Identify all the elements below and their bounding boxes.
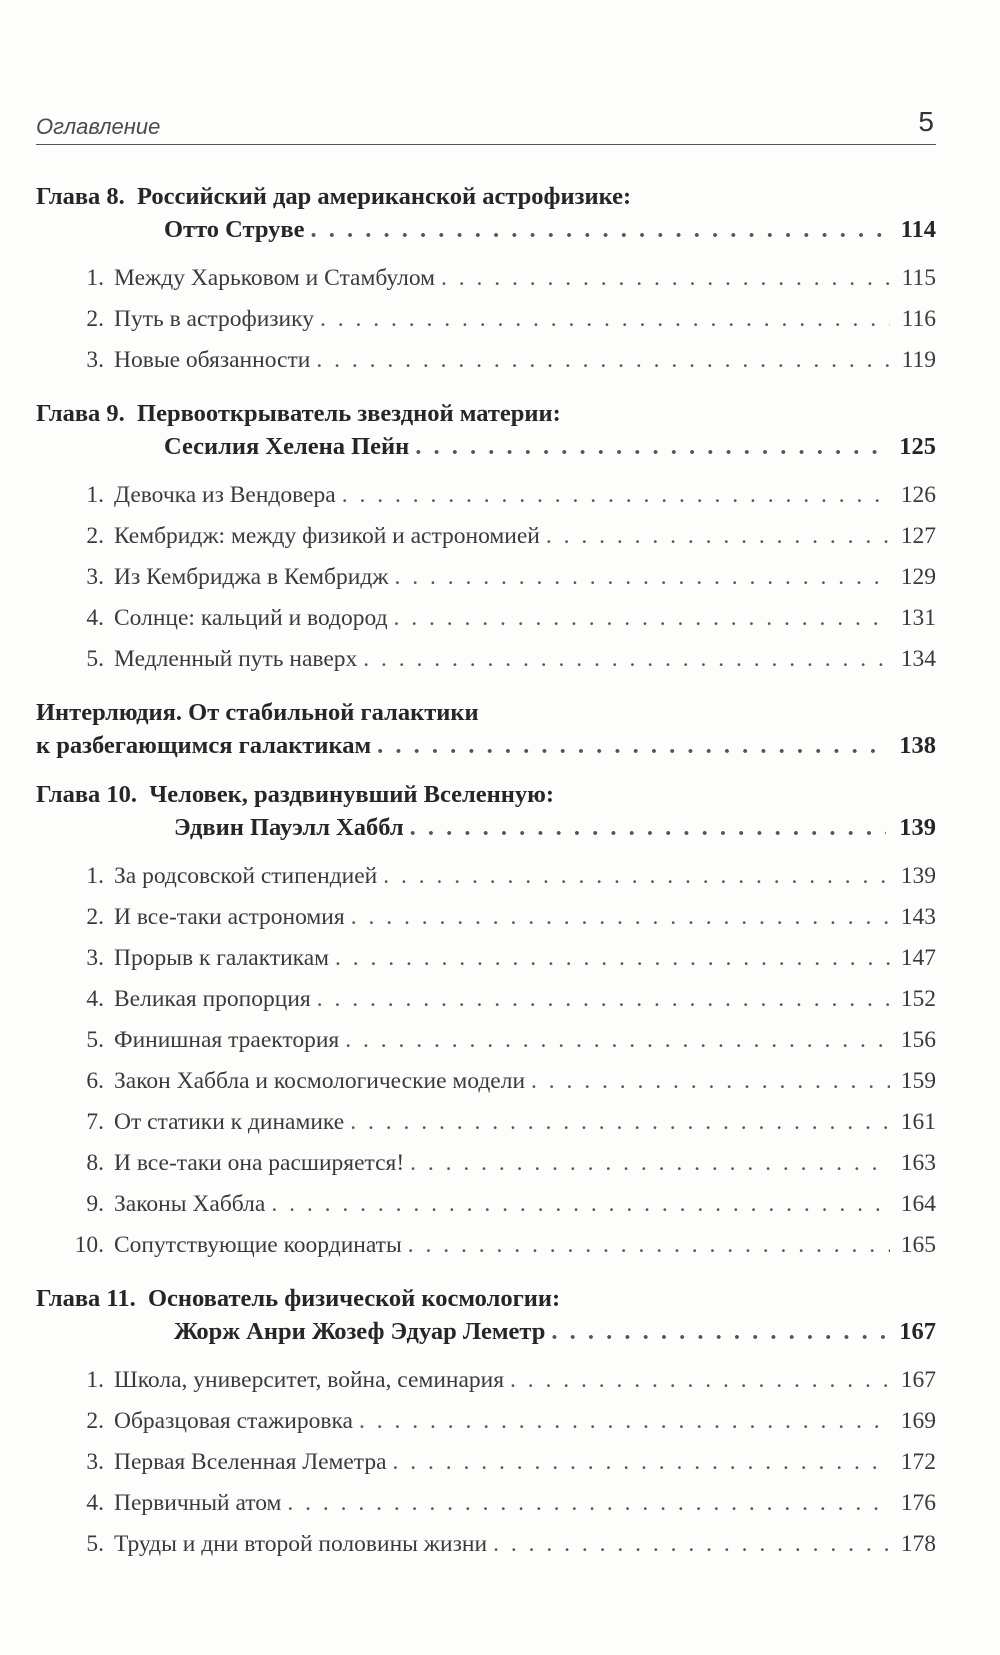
section-title: Школа, университет, война, семинария [114,1367,505,1393]
section-number: 4. [86,605,104,631]
section-entry [36,299,936,340]
dot-leader [317,979,890,1020]
dot-leader [493,1524,890,1565]
section-title: Медленный путь наверх [114,646,358,672]
section-number: 4. [86,1490,104,1516]
section-number: 3. [86,1449,104,1475]
chapter-page-number: 139 [899,814,936,841]
section-number: 10. [74,1232,104,1258]
dot-leader [441,258,890,299]
chapter-title-line [36,180,936,213]
section-page-number: 147 [900,945,936,971]
chapter-heading [36,180,936,246]
section-title: Девочка из Вендовера [114,482,336,508]
section-entry [36,1102,936,1143]
dot-leader [271,1184,890,1225]
section-page-number: 159 [900,1068,936,1094]
dot-leader [408,1225,890,1266]
chapter-subtitle: Жорж Анри Жозеф Эдуар Леметр [174,1318,546,1345]
dot-leader [335,938,890,979]
running-title: Оглавление [36,114,161,139]
section-title: Первая Вселенная Леметра [114,1449,387,1475]
section-number: 7. [86,1109,104,1135]
dot-leader [287,1483,890,1524]
dot-leader [316,340,890,381]
section-entry [36,1225,936,1266]
section-number: 1. [86,1367,104,1393]
chapter-subtitle-line [36,1315,936,1348]
section-entry [36,1061,936,1102]
section-number: 3. [86,945,104,971]
table-of-contents [36,160,936,1573]
section-title: Солнце: кальций и водород [114,605,388,631]
section-entry [36,1020,936,1061]
section-page-number: 163 [900,1150,936,1176]
section-page-number: 167 [900,1367,936,1393]
section-entry [36,1524,936,1565]
chapter-page-number: 125 [899,433,936,460]
section-title: Сопутствующие координаты [114,1232,402,1258]
chapter-title-line [36,397,936,430]
section-page-number: 134 [900,646,936,672]
section-entry [36,1483,936,1524]
section-number: 1. [86,863,104,889]
section-number: 4. [86,986,104,1012]
chapter-title-line [36,778,936,811]
section-title: Первичный атом [114,1490,282,1516]
section-number: 9. [86,1191,104,1217]
chapter-page-number: 138 [899,732,936,759]
section-number: 5. [86,1027,104,1053]
dot-leader [531,1061,890,1102]
chapter-subtitle-line [36,213,936,246]
section-entry [36,856,936,897]
dot-leader [410,1143,890,1184]
section-page-number: 156 [900,1027,936,1053]
section-title: Путь в астрофизику [114,306,314,332]
chapter-heading [36,1282,936,1348]
chapter-title: Глава 8. Российский дар американской астрофизике: [36,183,632,210]
section-title: Законы Хаббла [114,1191,266,1217]
dot-leader [410,811,886,844]
dot-leader [415,430,886,463]
section-title: И все-таки она расширяется! [114,1150,405,1176]
section-entry [36,1442,936,1483]
section-list [36,475,936,680]
section-number: 8. [86,1150,104,1176]
dot-leader [342,475,890,516]
chapter-heading [36,696,936,762]
section-page-number: 176 [900,1490,936,1516]
section-number: 2. [86,904,104,930]
dot-leader [350,1102,890,1143]
chapter-subtitle-line [36,811,936,844]
chapter-subtitle: Отто Струве [164,216,305,243]
section-entry [36,979,936,1020]
chapter-title-line [36,696,936,729]
section-number: 5. [86,646,104,672]
section-number: 3. [86,564,104,590]
section-title: Прорыв к галактикам [114,945,330,971]
dot-leader [320,299,890,340]
section-entry [36,938,936,979]
section-entry [36,639,936,680]
chapter-heading [36,397,936,463]
section-entry [36,1143,936,1184]
dot-leader [363,639,890,680]
section-title: Закон Хаббла и космологические модели [114,1068,526,1094]
section-list [36,258,936,381]
section-page-number: 143 [900,904,936,930]
dot-leader [377,729,886,762]
dot-leader [510,1360,890,1401]
section-entry [36,475,936,516]
section-number: 3. [86,347,104,373]
section-title: Образцовая стажировка [114,1408,353,1434]
section-entry [36,897,936,938]
page-number: 5 [918,106,934,137]
chapter-title: Глава 11. Основатель физической космологии: [36,1285,561,1312]
section-title: Кембридж: между физикой и астрономией [114,523,540,549]
chapter-title: Глава 9. Первооткрыватель звездной материи: [36,400,561,427]
chapter-heading [36,778,936,844]
section-page-number: 164 [900,1191,936,1217]
section-number: 6. [86,1068,104,1094]
section-page-number: 131 [900,605,936,631]
section-page-number: 116 [901,306,936,332]
chapter-subtitle-line [36,729,936,762]
section-number: 2. [86,523,104,549]
section-entry [36,1184,936,1225]
chapter-page-number: 167 [899,1318,936,1345]
section-number: 1. [86,482,104,508]
dot-leader [345,1020,890,1061]
dot-leader [311,213,886,246]
section-page-number: 115 [901,265,936,291]
section-page-number: 129 [900,564,936,590]
chapter-subtitle: Эдвин Пауэлл Хаббл [174,814,404,841]
section-page-number: 165 [900,1232,936,1258]
section-title: Между Харьковом и Стамбулом [114,265,436,291]
section-page-number: 119 [901,347,936,373]
section-page-number: 139 [900,863,936,889]
section-page-number: 152 [900,986,936,1012]
section-entry [36,1401,936,1442]
chapter-subtitle-line [36,430,936,463]
section-list [36,1360,936,1565]
chapter-page-number: 114 [900,216,936,243]
section-entry [36,516,936,557]
chapter-title: Интерлюдия. От стабильной галактики [36,699,479,726]
section-title: От статики к динамике [114,1109,345,1135]
section-entry [36,557,936,598]
section-page-number: 178 [900,1531,936,1557]
dot-leader [395,557,890,598]
section-title: Труды и дни второй половины жизни [114,1531,488,1557]
section-entry [36,598,936,639]
chapter-subtitle: Сесилия Хелена Пейн [164,433,410,460]
section-title: И все-таки астрономия [114,904,345,930]
dot-leader [551,1315,886,1348]
page-header [36,100,936,145]
dot-leader [393,1442,890,1483]
section-title: Из Кембриджа в Кембридж [114,564,389,590]
dot-leader [351,897,890,938]
section-page-number: 161 [900,1109,936,1135]
section-number: 2. [86,306,104,332]
section-title: Финишная траектория [114,1027,340,1053]
section-title: Великая пропорция [114,986,311,1012]
section-entry [36,340,936,381]
dot-leader [394,598,890,639]
section-page-number: 126 [900,482,936,508]
section-entry [36,258,936,299]
section-entry [36,1360,936,1401]
section-number: 2. [86,1408,104,1434]
section-title: За родсовской стипендией [114,863,378,889]
dot-leader [383,856,890,897]
dot-leader [359,1401,890,1442]
section-page-number: 169 [900,1408,936,1434]
section-page-number: 172 [900,1449,936,1475]
section-number: 5. [86,1531,104,1557]
dot-leader [546,516,890,557]
section-list [36,856,936,1266]
section-page-number: 127 [900,523,936,549]
section-number: 1. [86,265,104,291]
chapter-title-line [36,1282,936,1315]
chapter-title: Глава 10. Человек, раздвинувший Вселенную: [36,781,555,808]
section-title: Новые обязанности [114,347,311,373]
chapter-subtitle: к разбегающимся галактикам [36,732,372,759]
